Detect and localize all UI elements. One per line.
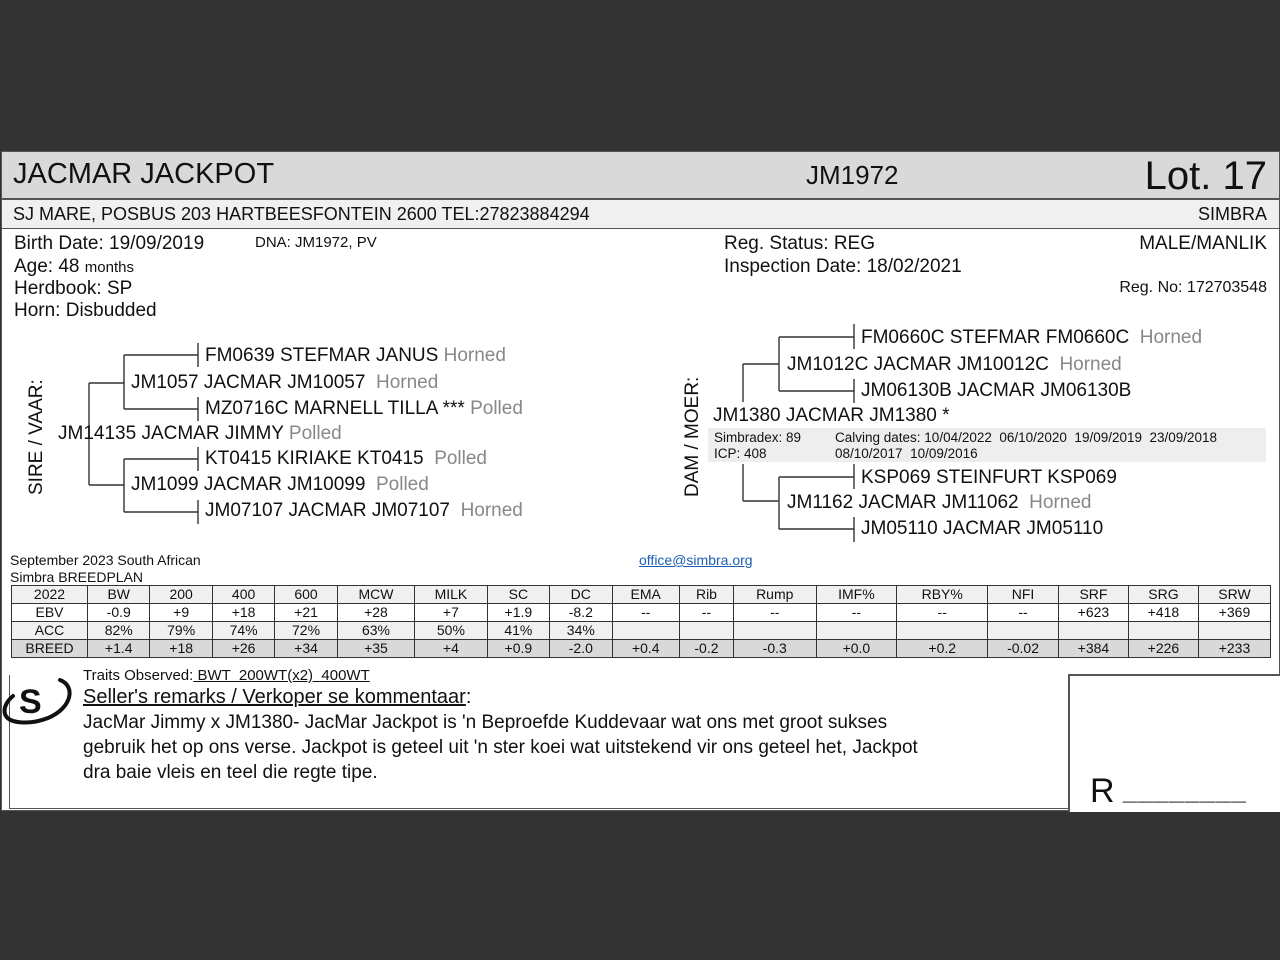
dam-label: DAM / MOER: <box>682 376 703 497</box>
calving-dates-cont: 08/10/2017 10/09/2016 <box>835 446 978 461</box>
pedigree-name: FM0660C STEFMAR FM0660C <box>861 327 1130 348</box>
birth-date: Birth Date: 19/09/2019 <box>14 233 205 254</box>
pedigree-name: JM1012C JACMAR JM10012C <box>787 354 1049 375</box>
table-cell: +18 <box>212 604 274 622</box>
table-cell: +18 <box>150 640 212 658</box>
table-cell: BW <box>88 586 150 604</box>
row-label-cell: BREED <box>12 640 88 658</box>
table-cell: +28 <box>337 604 414 622</box>
table-cell: RBY% <box>897 586 988 604</box>
table-cell: MILK <box>415 586 487 604</box>
table-cell: +1.9 <box>487 604 549 622</box>
horn-label: Polled <box>434 448 488 469</box>
table-cell: +1.4 <box>88 640 150 658</box>
row-label-cell: 2022 <box>12 586 88 604</box>
breedplan-subtitle: Simbra BREEDPLAN <box>10 569 144 585</box>
table-cell: -8.2 <box>550 604 612 622</box>
sex: MALE/MANLIK <box>1139 233 1267 254</box>
inspection-date: Inspection Date: 18/02/2021 <box>724 256 962 277</box>
table-cell: -0.9 <box>88 604 150 622</box>
remarks-heading-text: Seller's remarks / Verkoper se kommentaar <box>83 686 466 708</box>
table-cell <box>897 622 988 640</box>
table-cell: SRW <box>1198 586 1270 604</box>
table-cell: -0.2 <box>679 640 733 658</box>
horn-label: Horned <box>443 345 506 366</box>
animal-code: JM1972 <box>806 160 899 190</box>
horn-label: Polled <box>470 398 523 419</box>
table-cell: +418 <box>1128 604 1198 622</box>
table-cell: 600 <box>275 586 337 604</box>
traits-label: Traits Observed: <box>83 667 194 684</box>
lot-number: Lot. 17 <box>1144 154 1267 198</box>
age-value: Age: 48 <box>14 256 80 277</box>
horn-label: Horned <box>376 372 439 393</box>
traits-value: BWT 200WT(x2) 400WT <box>193 667 370 684</box>
table-cell: SRF <box>1058 586 1128 604</box>
table-cell: +26 <box>212 640 274 658</box>
table-cell: -- <box>733 604 816 622</box>
table-cell: +0.2 <box>897 640 988 658</box>
table-cell: +9 <box>150 604 212 622</box>
row-label-cell: EBV <box>12 604 88 622</box>
table-cell: +233 <box>1198 640 1270 658</box>
table-cell: MCW <box>337 586 414 604</box>
table-cell <box>1128 622 1198 640</box>
reg-status: Reg. Status: REG <box>724 233 876 254</box>
table-cell: 34% <box>550 622 612 640</box>
table-cell: +4 <box>415 640 487 658</box>
table-cell: -0.3 <box>733 640 816 658</box>
sire-dam <box>131 474 429 496</box>
pedigree-name: KT0415 KIRIAKE KT0415 <box>205 448 424 469</box>
table-row-ebv <box>12 604 1271 622</box>
frame-line <box>9 808 1071 809</box>
dna-info: DNA: JM1972, PV <box>255 234 377 251</box>
breed-name: SIMBRA <box>1197 204 1267 224</box>
table-cell: +0.4 <box>612 640 679 658</box>
horn-label: Polled <box>288 423 342 444</box>
table-cell: 82% <box>88 622 150 640</box>
sire-label: SIRE / VAAR: <box>26 379 47 495</box>
horn-label: Horned <box>460 500 523 521</box>
email-link[interactable]: office@simbra.org <box>639 552 753 568</box>
sire-dam-sire <box>205 448 487 470</box>
table-cell: 72% <box>275 622 337 640</box>
table-cell: -- <box>816 604 897 622</box>
simbra-logo-icon <box>2 674 78 730</box>
breeder-address: SJ MARE, POSBUS 203 HARTBEESFONTEIN 2600 TEL:27823884294 <box>13 204 590 224</box>
animal-name: JACMAR JACKPOT <box>13 158 275 190</box>
dam-dam-dam: JM05110 JACMAR JM05110 <box>861 518 1104 539</box>
dam-info-box <box>708 428 1266 462</box>
pedigree-name: JM1057 JACMAR JM10057 <box>131 372 366 393</box>
remarks-line: JacMar Jimmy x JM1380- JacMar Jackpot is 'n Beproefde Kuddevaar wat ons met groot sukses <box>83 712 888 733</box>
table-cell: +21 <box>275 604 337 622</box>
horn-label: Horned <box>1029 492 1092 513</box>
table-header-row <box>12 586 1271 604</box>
table-cell: +0.0 <box>816 640 897 658</box>
remarks-colon: : <box>465 686 472 708</box>
table-cell: -- <box>679 604 733 622</box>
pedigree-name: FM0639 STEFMAR JANUS <box>205 345 439 366</box>
table-cell: SRG <box>1128 586 1198 604</box>
table-cell: 63% <box>337 622 414 640</box>
table-cell: +384 <box>1058 640 1128 658</box>
table-cell: +7 <box>415 604 487 622</box>
table-cell <box>1198 622 1270 640</box>
sire-name <box>58 423 342 445</box>
table-cell <box>1058 622 1128 640</box>
table-cell: NFI <box>988 586 1059 604</box>
table-row-breed <box>12 640 1271 658</box>
table-cell: +226 <box>1128 640 1198 658</box>
table-cell: 400 <box>212 586 274 604</box>
table-cell: 200 <box>150 586 212 604</box>
table-cell <box>679 622 733 640</box>
breedplan-title: September 2023 South African <box>10 552 201 568</box>
table-cell: 50% <box>415 622 487 640</box>
dam-sire-dam: JM06130B JACMAR JM06130B <box>861 380 1132 401</box>
dam-dam <box>787 492 1092 514</box>
table-cell: 79% <box>150 622 212 640</box>
table-cell: -- <box>988 604 1059 622</box>
pedigree-name: JM14135 JACMAR JIMMY <box>58 423 284 444</box>
pedigree-name: JM1162 JACMAR JM11062 <box>787 492 1019 513</box>
reg-number: Reg. No: 172703548 <box>1119 279 1267 296</box>
age-unit: months <box>84 259 134 276</box>
dam-sire <box>787 354 1122 376</box>
table-cell <box>612 622 679 640</box>
herdbook: Herdbook: SP <box>14 278 133 299</box>
horn-label: Polled <box>376 474 429 495</box>
remarks-heading <box>83 686 471 709</box>
table-cell <box>733 622 816 640</box>
simbradex: Simbradex: 89 <box>714 430 802 445</box>
remarks-line: dra baie vleis en teel die regte tipe. <box>83 762 378 783</box>
table-cell: +0.9 <box>487 640 549 658</box>
table-cell: -0.02 <box>988 640 1059 658</box>
table-row-acc <box>12 622 1271 640</box>
table-cell: +369 <box>1198 604 1270 622</box>
pedigree-name: MZ0716C MARNELL TILLA *** <box>205 398 465 419</box>
traits-observed <box>83 667 370 684</box>
dam-name: JM1380 JACMAR JM1380 * <box>713 405 950 426</box>
sire-sire-sire <box>205 345 506 367</box>
table-cell: 41% <box>487 622 549 640</box>
table-cell: EMA <box>612 586 679 604</box>
table-cell: -- <box>612 604 679 622</box>
table-cell: -2.0 <box>550 640 612 658</box>
horn-label: Horned <box>1059 354 1122 375</box>
table-cell: Rib <box>679 586 733 604</box>
price-blank[interactable]: ________ <box>1123 774 1247 804</box>
table-cell: SC <box>487 586 549 604</box>
table-cell: +34 <box>275 640 337 658</box>
table-cell: 74% <box>212 622 274 640</box>
dam-dam-sire: KSP069 STEINFURT KSP069 <box>861 467 1117 488</box>
row-label-cell: ACC <box>12 622 88 640</box>
table-cell: IMF% <box>816 586 897 604</box>
ebv-table <box>11 585 1271 658</box>
currency-symbol: R <box>1090 772 1115 810</box>
table-cell <box>816 622 897 640</box>
pedigree-name: JM1099 JACMAR JM10099 <box>131 474 366 495</box>
price-box[interactable] <box>1068 674 1280 812</box>
pedigree-name: JM07107 JACMAR JM07107 <box>205 500 450 521</box>
table-cell: Rump <box>733 586 816 604</box>
table-cell <box>988 622 1059 640</box>
table-cell: +35 <box>337 640 414 658</box>
table-cell: -- <box>897 604 988 622</box>
icp: ICP: 408 <box>714 446 767 461</box>
lot-card <box>1 151 1280 811</box>
logo-letter: S <box>19 683 42 721</box>
horn-label: Horned <box>1139 327 1203 348</box>
sire-sire <box>131 372 438 394</box>
sire-sire-dam <box>205 398 523 420</box>
dam-sire-sire <box>861 327 1202 349</box>
table-cell: DC <box>550 586 612 604</box>
calving-dates: Calving dates: 10/04/2022 06/10/2020 19/09/2019 23/09/2018 <box>835 430 1218 445</box>
sire-dam-dam <box>205 500 523 522</box>
remarks-line: gebruik het op ons verse. Jackpot is geteel uit 'n ster koei wat uitstekend vir ons geteel het, Jackpot <box>83 737 918 758</box>
table-cell: +623 <box>1058 604 1128 622</box>
horn-status: Horn: Disbudded <box>14 300 157 321</box>
